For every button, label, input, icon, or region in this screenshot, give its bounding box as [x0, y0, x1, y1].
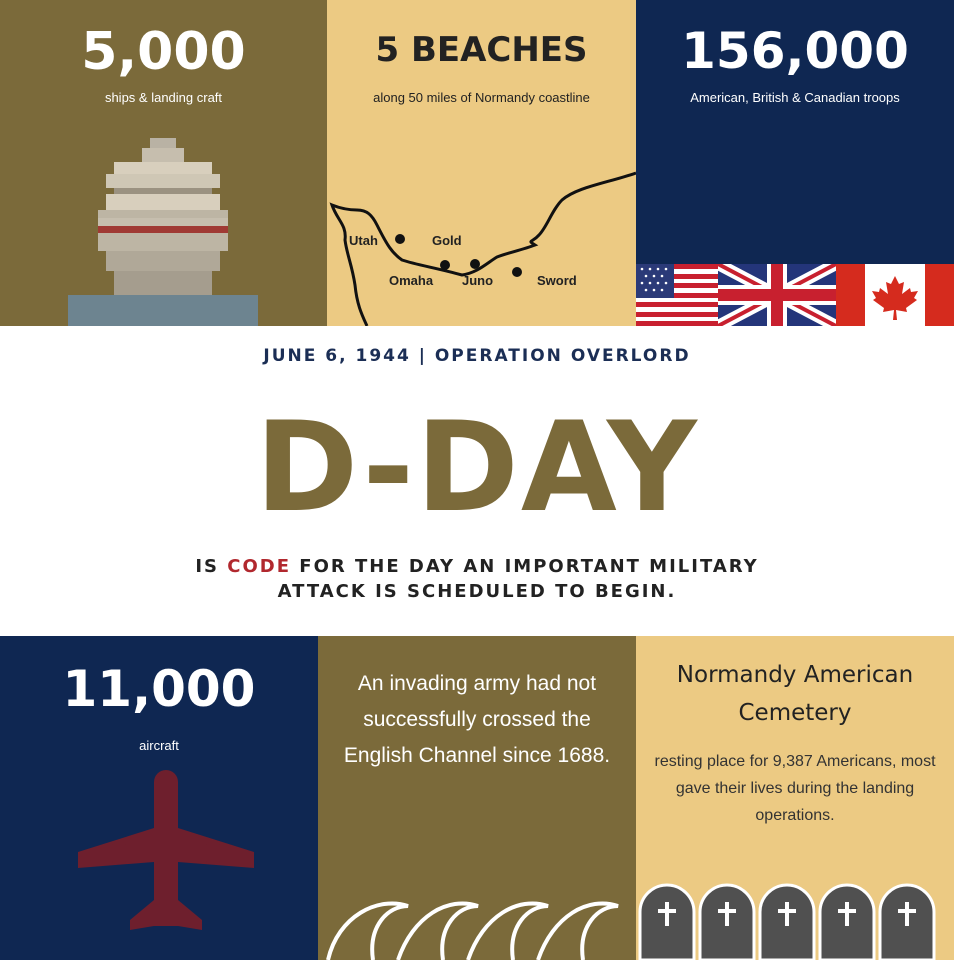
definition-rest: FOR THE DAY AN IMPORTANT MILITARY ATTACK IS SCHEDULED TO BEGIN.: [277, 556, 759, 602]
troops-caption: American, British & Canadian troops: [690, 90, 900, 105]
definition: [0, 554, 954, 604]
definition-code-word: CODE: [227, 556, 291, 577]
us-flag-icon: [636, 264, 718, 326]
beach-label-utah: Utah: [349, 233, 378, 248]
cemetery-panel: [636, 636, 954, 960]
beach-label-omaha: Omaha: [389, 273, 434, 288]
map-icon: [327, 165, 636, 326]
aircraft-panel: [0, 636, 318, 960]
beach-label-gold: Gold: [432, 233, 462, 248]
troops-number: 156,000: [681, 22, 909, 80]
channel-panel: [318, 636, 636, 960]
ships-panel: [0, 0, 327, 326]
cemetery-title: Normandy American Cemetery: [676, 662, 914, 726]
aircraft-caption: aircraft: [139, 738, 179, 753]
airplane-icon: [78, 770, 254, 940]
channel-text: An invading army had not successfully crossed the English Channel since 1688.: [343, 672, 611, 767]
beaches-number: 5 BEACHES: [375, 30, 588, 70]
definition-prefix: IS: [195, 556, 228, 577]
ship-icon: [68, 138, 258, 326]
troops-panel: [636, 0, 954, 326]
beach-label-sword: Sword: [537, 273, 577, 288]
beaches-panel: [327, 0, 636, 326]
beach-label-juno: Juno: [462, 273, 494, 288]
aircraft-number: 11,000: [62, 660, 256, 718]
waves-icon: [318, 886, 636, 960]
cemetery-text: resting place for 9,387 Americans, most gave their lives during the landing operations.: [654, 753, 936, 824]
uk-flag-icon: [718, 264, 836, 326]
canada-flag-icon: [836, 264, 954, 326]
beaches-caption: along 50 miles of Normandy coastline: [373, 90, 590, 105]
ships-number: 5,000: [81, 22, 246, 82]
headline: D-DAY: [255, 396, 699, 540]
gravestone-icon: [636, 882, 954, 960]
ships-caption: ships & landing craft: [104, 90, 223, 105]
date-line: JUNE 6, 1944 | OPERATION OVERLORD: [263, 346, 691, 366]
